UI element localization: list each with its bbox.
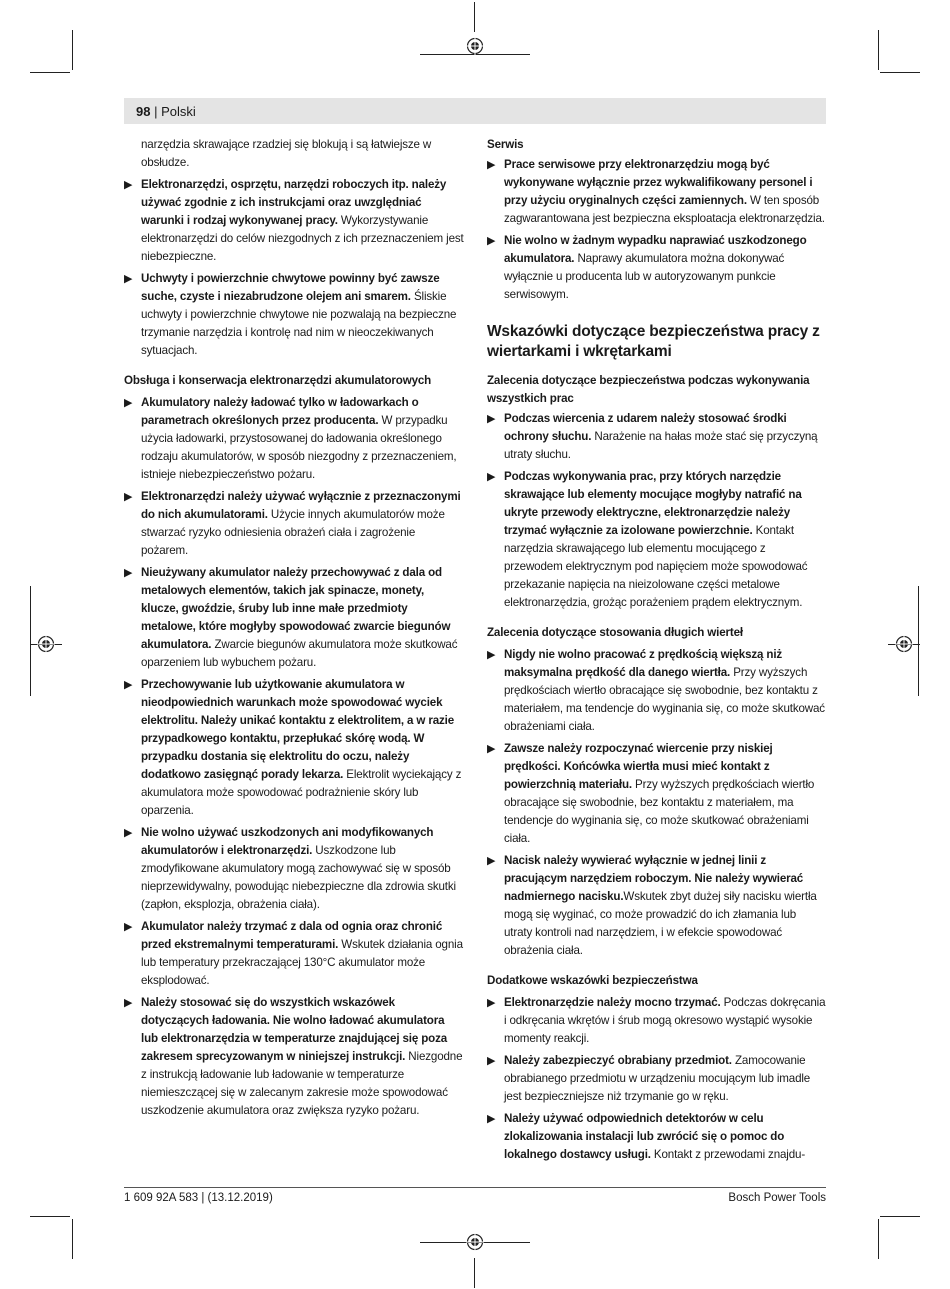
bullet-text: Przy wyższych prędkościach wiertło obracające się swobodnie, bez kontaktu z materiałem, ma tendencje do wyginania się, co może skutkować obrażeniami ciała. <box>504 666 825 733</box>
bullet-bold: Podczas wykonywania prac, przy których narzędzie skrawające lub elementy mocujące mogłyby natrafić na ukryte przewody elektryczne, elektronarzędzie należy trzymać wyłącznie za izolowane powierzchnie. <box>504 470 802 537</box>
bullet-bold: Przechowywanie lub użytkowanie akumulatora w nieodpowiednich warunkach może spowodować wyciek elektrolitu. Należy unikać kontaktu z elektrolitem, a w razie przypadkowego kontaktu, przepłukać skórę wodą. W przypadku dostania się elektrolitu do oczu, należy dodatkowo zasięgnąć porady lekarza. <box>141 678 455 781</box>
bullet-bold: Nie wolno w żadnym wypadku naprawiać uszkodzonego akumulatora. <box>504 234 807 265</box>
bullet-text: Kontakt narzędzia skrawającego lub elementu mocującego z przewodem elektrycznym pod napięciem może spowodować przekazanie napięcia na nieizolowane części metalowe elektronarzędzia, grożąc porażeniem prądem elektrycznym. <box>504 524 808 609</box>
crop-mark <box>72 30 73 70</box>
bullet-item <box>487 1052 827 1106</box>
registration-target-icon <box>37 635 55 653</box>
bullet-arrow-icon: ▶ <box>124 921 133 933</box>
bullet-arrow-icon: ▶ <box>487 997 496 1009</box>
bullet-text: Naprawy akumulatora można dokonywać wyłącznie u producenta lub w autoryzowanym punkcie serwisowym. <box>504 252 785 301</box>
bullet-item <box>124 488 464 560</box>
bullet-bold: Elektronarzędzi należy używać wyłącznie z przeznaczonymi do nich akumulatorami. <box>141 490 461 521</box>
bullet-text: Śliskie uchwyty i powierzchnie chwytowe nie pozwalają na bezpieczne trzymanie narzędzia i kontrolę nad nim w nieoczekiwanych sytuacjach. <box>141 290 457 357</box>
bullet-bold: Nacisk należy wywierać wyłącznie w jednej linii z pracującym narzędziem roboczym. Nie należy wywierać nadmiernego nacisku. <box>504 854 804 903</box>
bullet-item <box>124 824 464 914</box>
bullet-item <box>487 994 827 1048</box>
page-header <box>124 98 826 124</box>
bullet-text: Wykorzystywanie elektronarzędzi do celów niezgodnych z ich przeznaczeniem jest niebezpieczne. <box>141 214 464 263</box>
crop-mark <box>918 586 919 696</box>
crop-mark <box>880 72 920 73</box>
registration-target-icon <box>466 37 484 55</box>
bullet-arrow-icon: ▶ <box>124 273 133 285</box>
bullet-arrow-icon: ▶ <box>124 397 133 409</box>
bullet-item <box>124 994 464 1120</box>
bullet-arrow-icon: ▶ <box>124 491 133 503</box>
bullet-bold: Nie wolno używać uszkodzonych ani modyfikowanych akumulatorów i elektronarzędzi. <box>141 826 434 857</box>
bullet-item <box>124 176 464 266</box>
crop-mark <box>878 1219 879 1259</box>
crop-mark <box>474 1258 475 1288</box>
bullet-item <box>487 468 827 612</box>
bullet-item <box>124 564 464 672</box>
footer-doc-number: 1 609 92A 583 | (13.12.2019) <box>124 1192 273 1204</box>
bullet-bold: Elektronarzędzi, osprzętu, narzędzi roboczych itp. należy używać zgodnie z ich instrukcjami oraz uwzględniać warunki i rodzaj wykonywanej pracy. <box>141 178 447 227</box>
bullet-text: Kontakt z przewodami znajdu- <box>650 1148 806 1161</box>
bullet-arrow-icon: ▶ <box>487 743 496 755</box>
section-heading: Obsługa i konserwacja elektronarzędzi akumulatorowych <box>124 374 432 387</box>
bullet-text: Wskutek działania ognia lub temperatury przekraczającej 130°C akumulator może eksplodować. <box>141 938 463 987</box>
bullet-arrow-icon: ▶ <box>487 413 496 425</box>
crop-mark <box>72 1219 73 1259</box>
crop-mark <box>880 1216 920 1217</box>
bullet-item <box>487 232 827 304</box>
page-header-text <box>136 104 196 120</box>
bullet-arrow-icon: ▶ <box>124 997 133 1009</box>
bullet-item <box>487 852 827 960</box>
bullet-arrow-icon: ▶ <box>487 471 496 483</box>
crop-mark <box>878 30 879 70</box>
bullet-item <box>487 740 827 848</box>
bullet-text: Przy wyższych prędkościach wiertło obracające się swobodnie, bez kontaktu z materiałem, ma tendencje do wyginania się, co może skutkować obrażeniami ciała. <box>504 778 815 845</box>
bullet-arrow-icon: ▶ <box>487 855 496 867</box>
bullet-item <box>124 676 464 820</box>
bullet-arrow-icon: ▶ <box>124 567 133 579</box>
left-column <box>124 136 464 1124</box>
bullet-text: Narażenie na hałas może stać się przyczyną utraty słuchu. <box>504 430 818 461</box>
bullet-bold: Uchwyty i powierzchnie chwytowe powinny być zawsze suche, czyste i niezabrudzone olejem ani smarem. <box>141 272 440 303</box>
bullet-bold: Należy stosować się do wszystkich wskazówek dotyczących ładowania. Nie wolno ładować akumulatora lub elektronarzędzia w temperaturze znajdującej się poza zakresem sprecyzowanym w niniejszej instrukcji. <box>141 996 448 1063</box>
section-heading: Serwis <box>487 138 524 151</box>
bullet-arrow-icon: ▶ <box>487 235 496 247</box>
chapter-heading: Wskazówki dotyczące bezpieczeństwa pracy z wiertarkami i wkrętarkami <box>487 323 820 360</box>
registration-target-icon <box>466 1233 484 1251</box>
bullet-bold: Podczas wiercenia z udarem należy stosować środki ochrony słuchu. <box>504 412 787 443</box>
crop-mark <box>30 586 31 696</box>
bullet-item <box>124 394 464 484</box>
footer-rule <box>124 1187 826 1188</box>
section-heading: Dodatkowe wskazówki bezpieczeństwa <box>487 974 698 987</box>
bullet-text: Zwarcie biegunów akumulatora może skutkować oparzeniem lub wybuchem pożaru. <box>141 638 458 669</box>
bullet-item <box>487 410 827 464</box>
bullet-arrow-icon: ▶ <box>124 827 133 839</box>
bullet-bold: Nigdy nie wolno pracować z prędkością większą niż maksymalna prędkość dla danego wiertła. <box>504 648 783 679</box>
bullet-arrow-icon: ▶ <box>487 159 496 171</box>
bullet-arrow-icon: ▶ <box>487 1055 496 1067</box>
bullet-bold: Nieużywany akumulator należy przechowywać z dala od metalowych elementów, takich jak spinacze, monety, klucze, gwoździe, śruby lub inne małe przedmioty metalowe, które mogłyby spowodować zwarcie biegunów akumulatora. <box>141 566 451 651</box>
bullet-arrow-icon: ▶ <box>487 1113 496 1125</box>
bullet-bold: Należy zabezpieczyć obrabiany przedmiot. <box>504 1054 732 1067</box>
bullet-bold: Prace serwisowe przy elektronarzędziu mogą być wykonywane wyłącznie przez wykwalifikowany personel i przy użyciu oryginalnych części zamiennych. <box>504 158 813 207</box>
bullet-bold: Elektronarzędzie należy mocno trzymać. <box>504 996 721 1009</box>
crop-mark <box>30 72 70 73</box>
right-column <box>487 136 827 1168</box>
bullet-bold: Akumulator należy trzymać z dala od ognia oraz chronić przed ekstremalnymi temperaturami. <box>141 920 443 951</box>
bullet-arrow-icon: ▶ <box>124 179 133 191</box>
bullet-arrow-icon: ▶ <box>487 649 496 661</box>
bullet-arrow-icon: ▶ <box>124 679 133 691</box>
bullet-text: Elektrolit wyciekający z akumulatora może spowodować podrażnienie skóry lub oparzenia. <box>141 768 462 817</box>
bullet-item <box>124 918 464 990</box>
bullet-item <box>487 1110 827 1164</box>
section-heading: Zalecenia dotyczące stosowania długich wierteł <box>487 626 743 639</box>
bullet-item <box>124 270 464 360</box>
bullet-text: Uszkodzone lub zmodyfikowane akumulatory mogą zachowywać się w sposób nieprzewidywalny, powodując niebezpieczne dla zdrowia skutki (zapłon, eksplozja, obrażenia ciała). <box>141 844 456 911</box>
registration-target-icon <box>895 635 913 653</box>
bullet-text: W ten sposób zagwarantowana jest bezpieczna eksploatacja elektronarzędzia. <box>504 194 825 225</box>
bullet-text: Wskutek zbyt dużej siły nacisku wiertła mogą się wyginać, co może prowadzić do ich złamania lub utraty kontroli nad narzędziem, i w efekcie spowodować obrażenia ciała. <box>504 890 817 957</box>
paragraph: narzędzia skrawające rzadziej się blokują i są łatwiejsze w obsłudze. <box>141 138 432 169</box>
bullet-text: Podczas dokręcania i odkręcania wkrętów i śrub mogą okresowo wystąpić wysokie momenty reakcji. <box>504 996 826 1045</box>
bullet-text: Niezgodne z instrukcją ładowanie lub ładowanie w temperaturze niemieszczącej się w zalecanym zakresie może spowodować uszkodzenie akumulatora oraz zwiększa ryzyko pożaru. <box>141 1050 463 1117</box>
page-number: 98 <box>136 104 151 119</box>
bullet-bold: Należy używać odpowiednich detektorów w celu zlokalizowania instalacji lub zwrócić się o pomoc do lokalnego dostawcy usługi. <box>504 1112 785 1161</box>
header-language: Polski <box>161 104 196 119</box>
crop-mark <box>474 2 475 32</box>
section-heading: Zalecenia dotyczące bezpieczeństwa podczas wykonywania wszystkich prac <box>487 374 810 405</box>
bullet-text: W przypadku użycia ładowarki, przystosowanej do ładowania określonego rodzaju akumulatorów, w sposób niezgodny z przeznaczeniem, istnieje niebezpieczeństwo pożaru. <box>141 414 457 481</box>
header-separator: | <box>154 104 158 119</box>
bullet-bold: Akumulatory należy ładować tylko w ładowarkach o parametrach określonych przez producenta. <box>141 396 419 427</box>
bullet-text: Użycie innych akumulatorów może stwarzać ryzyko odniesienia obrażeń ciała i zagrożenie pożarem. <box>141 508 445 557</box>
bullet-bold: Zawsze należy rozpoczynać wiercenie przy niskiej prędkości. Końcówka wiertła musi mieć kontakt z powierzchnią materiału. <box>504 742 773 791</box>
bullet-text: Zamocowanie obrabianego przedmiotu w urządzeniu mocującym lub imadle jest bezpieczniejsze niż trzymanie go w ręku. <box>504 1054 811 1103</box>
bullet-item <box>487 156 827 228</box>
crop-mark <box>30 1216 70 1217</box>
footer-brand: Bosch Power Tools <box>728 1192 826 1204</box>
bullet-item <box>487 646 827 736</box>
